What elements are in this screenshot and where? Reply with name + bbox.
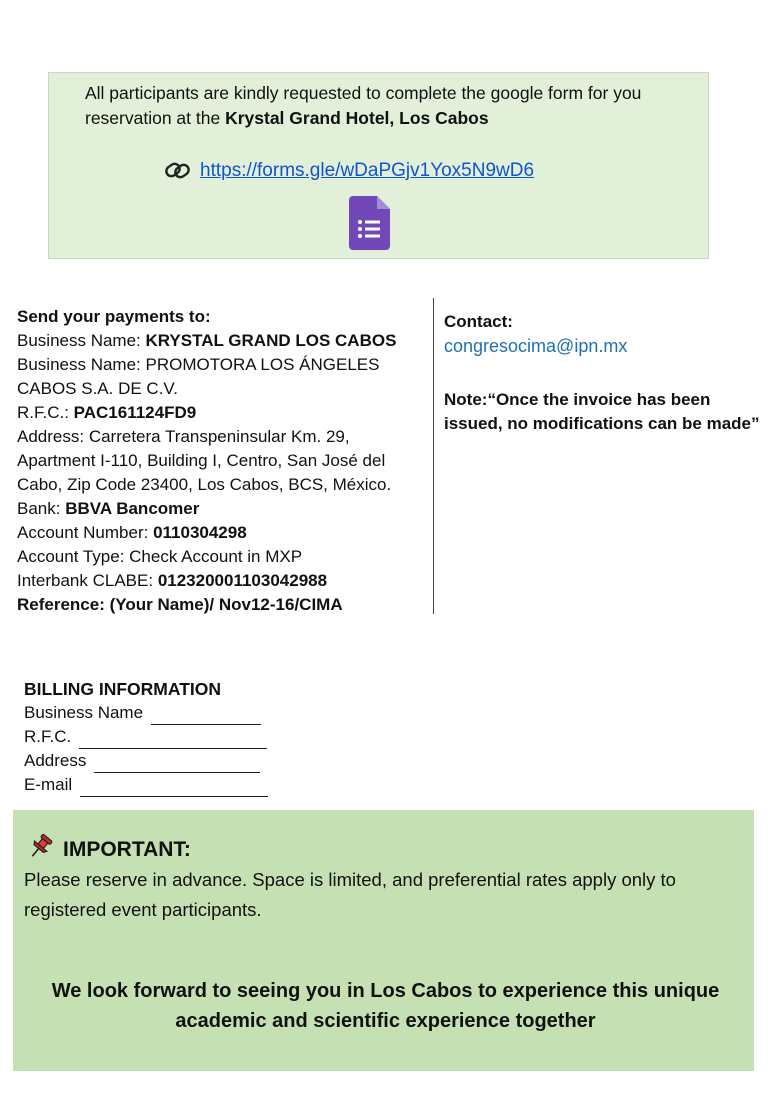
business-value-1: KRYSTAL GRAND LOS CABOS	[145, 331, 397, 350]
google-form-link[interactable]: https://forms.gle/wDaPGjv1Yox5N9wD6	[200, 160, 535, 181]
billing-field-label: Address	[24, 751, 87, 770]
contact-label: Contact:	[444, 312, 513, 331]
hotel-name: Krystal Grand Hotel, Los Cabos	[225, 108, 489, 128]
billing-blank-line	[151, 706, 261, 725]
billing-field-rfc	[24, 725, 284, 749]
billing-field-label: R.F.C.	[24, 727, 72, 746]
payment-heading: Send your payments to:	[17, 307, 211, 326]
billing-title: BILLING INFORMATION	[24, 679, 222, 699]
account-type-line	[17, 545, 427, 569]
important-notice-box	[13, 810, 754, 1071]
important-title: IMPORTANT:	[63, 837, 191, 861]
column-divider	[433, 298, 434, 614]
clabe-value: 012320001103042988	[157, 571, 328, 590]
rfc-line	[17, 401, 427, 425]
invoice-note: Note:“Once the invoice has been issued, no modifications can be made”	[444, 390, 760, 433]
paperclip-icon	[164, 158, 192, 184]
contact-email[interactable]: congresocima@ipn.mx	[444, 336, 628, 356]
business-label-1: Business Name:	[17, 331, 146, 350]
google-forms-icon	[349, 196, 390, 250]
billing-field-label: E-mail	[24, 775, 73, 794]
business-label-2: Business Name:	[17, 355, 146, 374]
rfc-value: PAC161124FD9	[73, 403, 197, 422]
billing-field-label: Business Name	[24, 703, 144, 722]
billing-blank-line	[79, 730, 267, 749]
closing-message: We look forward to seeing you in Los Cabos to experience this unique academic and scientific experience together	[51, 980, 720, 1032]
contact-section	[444, 310, 764, 436]
bank-label: Bank:	[17, 499, 66, 518]
billing-blank-line	[80, 778, 268, 797]
bank-value: BBVA Bancomer	[65, 499, 200, 518]
intro-prefix: All participants are kindly requested to complete the google form for you reservation at the	[85, 83, 642, 128]
payment-details	[17, 305, 427, 617]
payment-reference: Reference: (Your Name)/ Nov12-16/CIMA	[17, 595, 343, 614]
address-line	[17, 425, 427, 497]
address-label: Address:	[17, 427, 89, 446]
billing-information	[24, 677, 284, 797]
account-type-label: Account Type:	[17, 547, 130, 566]
important-header	[27, 834, 191, 865]
account-label: Account Number:	[17, 523, 154, 542]
account-type-value: Check Account in MXP	[129, 547, 303, 566]
clabe-label: Interbank CLABE:	[17, 571, 158, 590]
pushpin-icon	[27, 834, 53, 865]
account-value: 0110304298	[153, 523, 247, 542]
billing-blank-line	[94, 754, 260, 773]
address-value: Carretera Transpeninsular Km. 29, Apartment I-110, Building I, Centro, San José del Cabo, Zip Code 23400, Los Cabos, BCS, México.	[17, 427, 392, 494]
billing-field-email	[24, 773, 284, 797]
business-name-1	[17, 329, 427, 353]
business-value-2: PROMOTORA LOS ÁNGELES CABOS S.A. DE C.V.	[17, 355, 380, 398]
account-number-line	[17, 521, 427, 545]
form-reservation-box	[48, 72, 709, 259]
bank-line	[17, 497, 427, 521]
billing-field-business-name	[24, 701, 284, 725]
important-text: Please reserve in advance. Space is limited, and preferential rates apply only to registered event participants.	[24, 869, 676, 920]
billing-field-address	[24, 749, 284, 773]
form-link-row	[164, 156, 534, 186]
business-name-2	[17, 353, 427, 401]
rfc-label: R.F.C.:	[17, 403, 74, 422]
reservation-intro	[85, 81, 695, 131]
clabe-line	[17, 569, 427, 593]
